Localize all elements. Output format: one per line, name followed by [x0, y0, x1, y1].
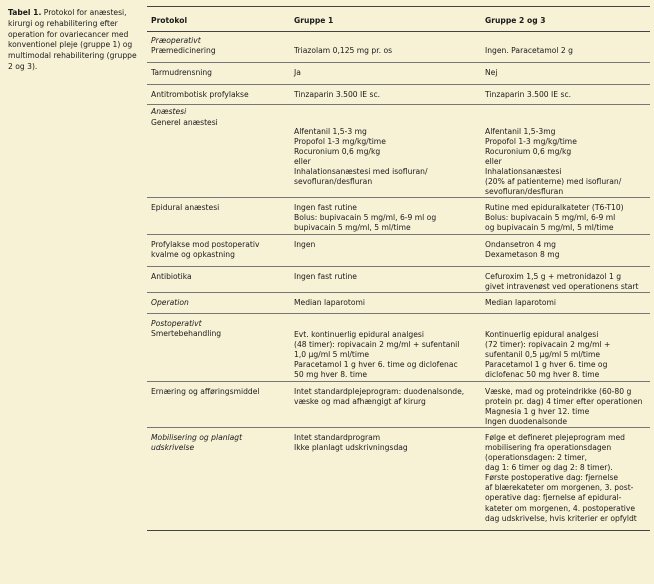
- cell-gruppe-1: Intet standardplejeprogram: duodenalsonde, væske og mad afhængigt af kirurg: [290, 381, 481, 427]
- table-row: [147, 234, 650, 266]
- row-label-operation: Operation: [147, 292, 290, 313]
- row-label: Generel anæstesi: [151, 117, 218, 127]
- table-row: [147, 329, 650, 381]
- row-label: Præmedicinering: [151, 46, 216, 56]
- table-row: [147, 292, 650, 313]
- header-gruppe-1: Gruppe 1: [290, 7, 481, 32]
- row-label-mobilisering: Mobilisering og planlagt udskrivelse: [147, 427, 290, 530]
- row-label: Ernæring og afføringsmiddel: [147, 381, 290, 427]
- table-row: [147, 63, 650, 85]
- caption-label: Tabel 1.: [8, 8, 42, 17]
- cell-gruppe-2-3: Væske, mad og proteindrikke (60-80 g protein pr. dag) 4 timer efter operationen Magnesia 1 g hver 12. time Ingen duodenalsonde: [481, 381, 650, 427]
- cell-gruppe-2-3: Følge et defineret plejeprogram med mobilisering fra operationsdagen (operationsdagen: 2 timer, dag 1: 6 timer og dag 2: 8 timer). Første postoperative dag: fjernelse af blærekateter om morgenen, 3. post- operative dag: fjernelse af epidural- kateter om morgenen, 4. postoperative dag udskrivelse, hvis kriterier er opfyldt: [481, 427, 650, 530]
- header-protokol: Protokol: [147, 7, 290, 32]
- cell-gruppe-1: Median laparotomi: [290, 292, 481, 313]
- table-row: [147, 266, 650, 292]
- cell-gruppe-1: Ingen fast rutine Bolus: bupivacain 5 mg/ml, 6-9 ml og bupivacain 5 mg/ml, 5 ml/time: [290, 198, 481, 234]
- section-postoperativt: Postoperativt: [147, 313, 290, 329]
- table-row: [147, 381, 650, 427]
- cell-gruppe-1: Tinzaparin 3.500 IE sc.: [290, 85, 481, 105]
- table-row: [147, 427, 650, 530]
- cell-gruppe-1: Triazolam 0,125 mg pr. os: [294, 46, 393, 56]
- cell-gruppe-2-3: Median laparotomi: [481, 292, 650, 313]
- section-row: [147, 313, 650, 329]
- cell-gruppe-1: Ingen fast rutine: [290, 266, 481, 292]
- table-row: [147, 46, 650, 63]
- row-label: Smertebehandling: [151, 329, 222, 339]
- row-label: Tarmudrensning: [147, 63, 290, 85]
- cell-gruppe-2-3: Rutine med epiduralkateter (T6-T10) Bolus: bupivacain 5 mg/ml, 6-9 ml og bupivacain 5 mg/ml, 5 ml/time: [481, 198, 650, 234]
- table-row: [147, 198, 650, 234]
- header-row: [147, 7, 650, 32]
- cell-gruppe-2-3: Ingen. Paracetamol 2 g: [485, 46, 573, 56]
- cell-gruppe-1: Ja: [290, 63, 481, 85]
- section-row: [147, 32, 650, 47]
- table-caption: [8, 8, 140, 73]
- cell-gruppe-1: Ingen: [290, 234, 481, 266]
- row-label: Antibiotika: [147, 266, 290, 292]
- section-anaestesi: Anæstesi: [147, 105, 290, 118]
- table-row: [147, 85, 650, 105]
- row-label: Antitrombotisk profylakse: [147, 85, 290, 105]
- caption-text: Protokol for anæstesi, kirurgi og rehabilitering efter operation for ovariecancer med konventionel pleje (gruppe 1) og multimodal rehabilitering (gruppe 2 og 3).: [8, 8, 137, 71]
- cell-gruppe-1: Alfentanil 1,5-3 mg Propofol 1-3 mg/kg/time Rocuronium 0,6 mg/kg eller Inhalationsanæstesi med isofluran/ sevofluran/desfluran: [294, 126, 428, 187]
- cell-gruppe-2-3: Ondansetron 4 mg Dexametason 8 mg: [481, 234, 650, 266]
- table-row: [147, 118, 650, 198]
- section-preoperativt: Præoperativt: [151, 36, 201, 46]
- protocol-table: [147, 6, 650, 531]
- cell-gruppe-2-3: Nej: [481, 63, 650, 85]
- cell-gruppe-2-3: Kontinuerlig epidural analgesi (72 timer): ropivacain 2 mg/ml + sufentanil 0,5 µg/ml 5 ml/time Paracetamol 1 g hver 6. time og diclofenac 50 mg hver 8. time: [485, 330, 611, 380]
- cell-gruppe-2-3: Tinzaparin 3.500 IE sc.: [481, 85, 650, 105]
- cell-gruppe-2-3: Cefuroxim 1,5 g + metronidazol 1 g givet intravenøst ved operationens start: [481, 266, 650, 292]
- row-label: Epidural anæstesi: [147, 198, 290, 234]
- cell-gruppe-1: Intet standardprogram Ikke planlagt udskrivningsdag: [290, 427, 481, 530]
- cell-gruppe-2-3: Alfentanil 1,5-3mg Propofol 1-3 mg/kg/time Rocuronium 0,6 mg/kg eller Inhalationsanæstesi (20% af patienterne) med isofluran/ sevofluran/desfluran: [485, 126, 622, 197]
- section-row: [147, 105, 650, 118]
- row-label: Profylakse mod postoperativ kvalme og opkastning: [147, 234, 290, 266]
- header-gruppe-2-3: Gruppe 2 og 3: [481, 7, 650, 32]
- cell-gruppe-1: Evt. kontinuerlig epidural analgesi (48 timer): ropivacain 2 mg/ml + sufentanil 1,0 µg/ml 5 ml/time Paracetamol 1 g hver 6. time og diclofenac 50 mg hver 8. time: [294, 330, 460, 380]
